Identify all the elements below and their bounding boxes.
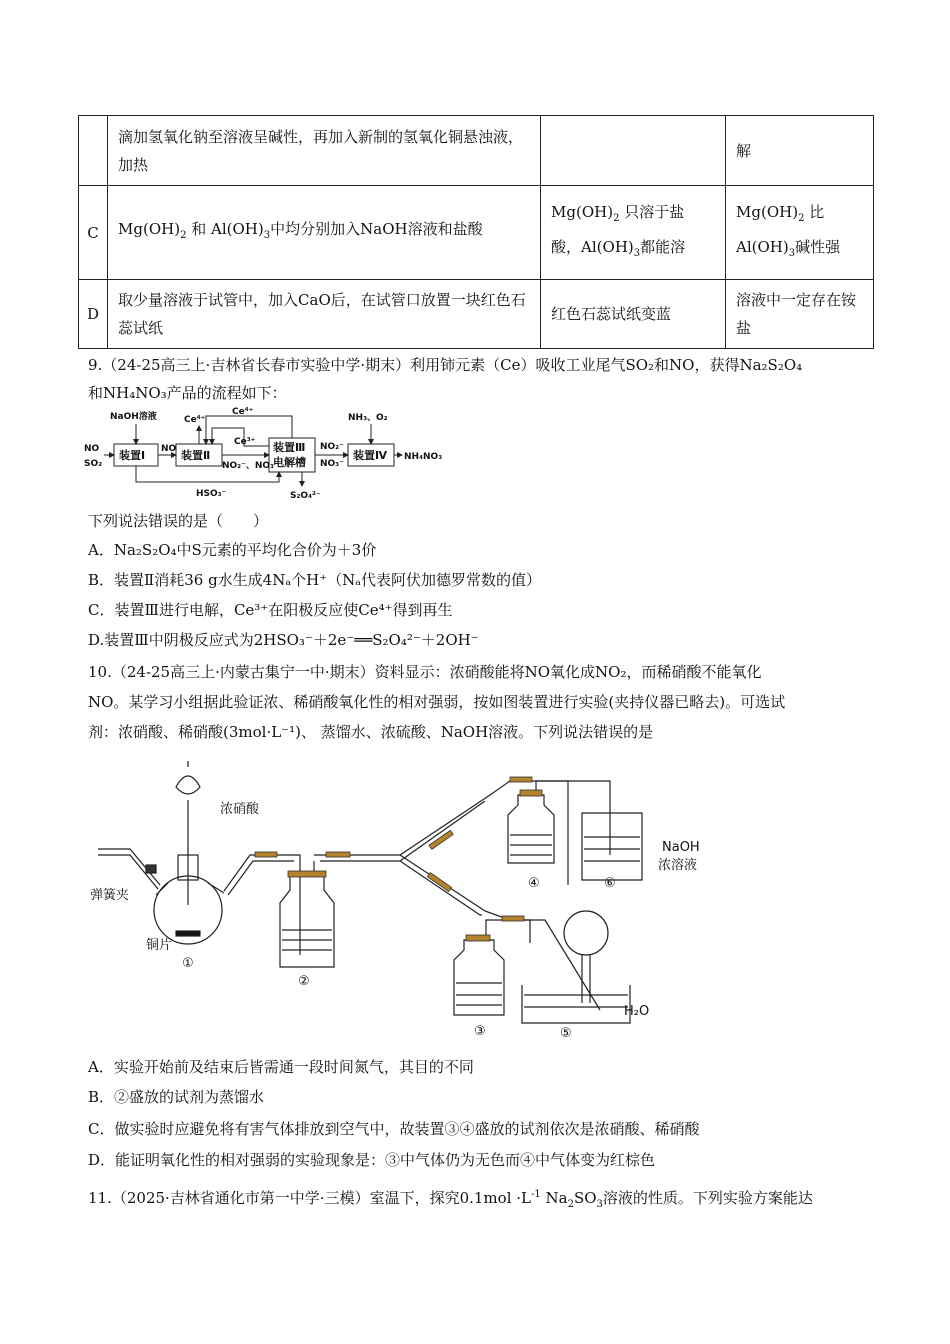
label-no3-out: NO₃⁻ [320, 459, 344, 469]
phenomenon-cell [541, 116, 726, 186]
label-ce4-top: Ce⁴⁺ [232, 407, 254, 417]
q9-stem-line1: 9.（24-25高三上·吉林省长春市实验中学·期末）利用铈元素（Ce）吸收工业尾气SO₂和NO，获得Na₂S₂O₄ [88, 356, 803, 374]
formula: Mg(OH) [118, 220, 181, 238]
label-device-4: 装置Ⅳ [353, 449, 388, 462]
label-copper: 铜片 [146, 938, 173, 953]
label-n2: ② [298, 974, 310, 989]
q10-option-d: D．能证明氧化性的相对强弱的实验现象是：③中气体仍为无色而④中气体变为红棕色 [88, 1151, 656, 1169]
label-s2o4: S₂O₄²⁻ [290, 491, 321, 501]
q10-option-c: C．做实验时应避免将有害气体排放到空气中，故装置③④盛放的试剂依次是浓硝酸、稀硝酸 [88, 1120, 700, 1138]
q11-stem-end: 溶液的性质。下列实验方案能达 [602, 1189, 813, 1207]
label-water: H₂O [624, 1004, 650, 1019]
conclusion-cell: 溶液中一定存在铵盐 [726, 280, 874, 349]
q10-option-b: B．②盛放的试剂为蒸馏水 [88, 1088, 265, 1106]
text: 酸， [551, 237, 582, 256]
label-ce4-left: Ce⁴⁺ [184, 415, 206, 425]
subscript: 3 [633, 247, 641, 259]
label-device-3: 装置Ⅲ [273, 441, 306, 454]
q10-stem-line3: 剂：浓硝酸、稀硝酸(3mol·L⁻¹)、 蒸馏水、浓硫酸、NaOH溶液。下列说法错误的是 [88, 723, 654, 741]
text: 碱性强 [795, 237, 841, 256]
q9-question: 下列说法错误的是（ ） [88, 512, 269, 530]
row-label [79, 116, 108, 186]
label-device-2: 装置Ⅱ [181, 449, 211, 462]
q10-option-a: A．实验开始前及结束后皆需通一段时间氮气，其目的不同 [88, 1058, 474, 1076]
phenomenon-cell [541, 186, 726, 280]
bottle-2 [280, 875, 334, 967]
label-device-1: 装置Ⅰ [119, 449, 146, 462]
label-nh3-o2: NH₃、O₂ [348, 413, 388, 423]
bottle-4 [508, 795, 554, 863]
conclusion-cell: 解 [726, 116, 874, 186]
text: 都能溶 [640, 237, 686, 256]
text: 和 [191, 220, 207, 238]
formula: Al(OH) [736, 237, 789, 256]
text: 中均分别加入NaOH溶液和盐酸 [270, 220, 483, 238]
table-row [79, 186, 874, 280]
subscript: 2 [180, 230, 187, 241]
funnel [176, 776, 200, 794]
label-no-in: NO [84, 444, 100, 454]
method-cell: 取少量溶液于试管中，加入CaO后，在试管口放置一块红色石蕊试纸 [108, 280, 541, 349]
options-table [78, 115, 874, 349]
label-ce3: Ce³⁺ [234, 437, 256, 447]
formula: Na [545, 1189, 568, 1207]
phenomenon-cell: 红色石蕊试纸变蓝 [541, 280, 726, 349]
q10-apparatus-figure [90, 745, 730, 1045]
subscript: 3 [596, 1199, 603, 1210]
text: 比 [809, 202, 825, 221]
subscript: 2 [613, 212, 620, 224]
label-naoh: NaOH [662, 840, 700, 855]
trough-5 [522, 985, 630, 1023]
label-n6: ⑥ [604, 876, 616, 891]
round-flask-5 [564, 911, 608, 955]
label-hso3: HSO₃⁻ [196, 489, 227, 499]
copper-plate [176, 931, 200, 936]
label-n1: ① [182, 956, 194, 971]
label-no2-out: NO₂⁻ [320, 442, 344, 452]
clamp-icon [146, 865, 156, 873]
label-product: NH₄NO₃ [404, 452, 443, 462]
method-cell [108, 186, 541, 280]
q9-option-b: B．装置Ⅱ消耗36 g水生成4Nₐ个H⁺（Nₐ代表阿伏加德罗常数的值） [88, 571, 542, 589]
label-n3: ③ [474, 1024, 486, 1039]
method-cell: 滴加氢氧化钠至溶液呈碱性，再加入新制的氢氧化铜悬浊液，加热 [108, 116, 541, 186]
table-row [79, 280, 874, 349]
label-no2-no3: NO₂⁻、NO₃⁻ [222, 461, 279, 471]
subscript: 3 [788, 247, 796, 259]
q10-stem-line2: NO。某学习小组据此验证浓、稀硝酸氧化性的相对强弱，按如图装置进行实验(夹持仪器已略去)。可选试 [88, 693, 786, 711]
table-row [79, 116, 874, 186]
concentration: 0.1mol ·L [459, 1189, 531, 1207]
beaker-6 [582, 813, 642, 880]
q9-option-c: C．装置Ⅲ进行电解，Ce³⁺在阳极反应使Ce⁴⁺得到再生 [88, 601, 453, 619]
formula: Al(OH) [211, 220, 264, 238]
row-label: D [79, 280, 108, 349]
bottle-3 [454, 940, 504, 1015]
row-label: C [79, 186, 108, 280]
label-so2-in: SO₂ [84, 459, 103, 469]
label-n4: ④ [528, 876, 540, 891]
label-no-mid: NO [161, 444, 177, 454]
superscript: -1 [530, 1189, 541, 1200]
formula: SO [573, 1189, 597, 1207]
q11-stem-start: 11.（2025·吉林省通化市第一中学·三模）室温下，探究 [88, 1189, 460, 1207]
q10-stem-line1: 10.（24-25高三上·内蒙古集宁一中·期末）资料显示：浓硝酸能将NO氧化成NO₂，而稀硝酸不能氧化 [88, 663, 762, 681]
formula: Mg(OH) [736, 202, 799, 221]
label-electrolyzer: 电解槽 [273, 456, 306, 469]
q9-option-a: A．Na₂S₂O₄中S元素的平均化合价为＋3价 [88, 541, 377, 559]
q11-stem [88, 1184, 813, 1216]
formula: Al(OH) [581, 237, 634, 256]
label-conc-solution: 浓溶液 [658, 858, 698, 873]
subscript: 2 [798, 212, 805, 224]
label-n5: ⑤ [560, 1026, 572, 1041]
conclusion-cell [726, 186, 874, 280]
formula: Mg(OH) [551, 202, 614, 221]
label-clamp: 弹簧夹 [90, 888, 130, 903]
q9-flow-diagram [84, 406, 454, 506]
q9-option-d: D.装置Ⅲ中阴极反应式为2HSO₃⁻＋2e⁻══S₂O₄²⁻＋2OH⁻ [88, 631, 479, 649]
subscript: 3 [263, 230, 271, 241]
label-conc-hno3: 浓硝酸 [220, 802, 260, 817]
q9-stem-line2: 和NH₄NO₃产品的流程如下： [88, 384, 287, 402]
text: 只溶于盐 [624, 202, 685, 221]
label-naoh: NaOH溶液 [110, 412, 157, 422]
subscript: 2 [567, 1199, 574, 1210]
